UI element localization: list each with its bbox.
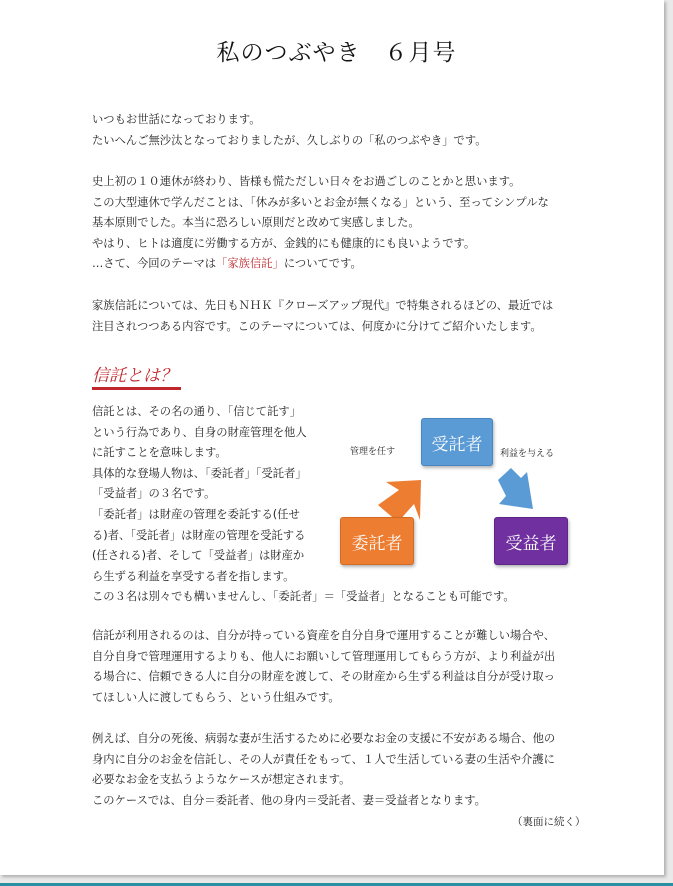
definition-line: 「受益者」の３名です。 <box>92 487 216 501</box>
greeting-line: いつもお世話になっております。 <box>92 113 261 126</box>
intro-line: この大型連休で学んだことは、「休みが多いとお金が無くなる」という、至ってシンプルな <box>92 195 549 209</box>
definition-line: に託すことを意味します。 <box>92 446 227 460</box>
usage-paragraph <box>92 626 588 708</box>
section-heading: 信託とは？ <box>92 365 181 390</box>
definition-line: (任される)者、そして「受益者」は財産か <box>92 549 305 563</box>
intro-theme-prefix: …さて、今回のテーマは <box>92 257 217 271</box>
background-line: 家族信託については、先日もＮＨＫ『クローズアップ現代』で特集されるほどの、最近では <box>92 299 554 312</box>
intro-line: やはり、ヒトは適度に労働する方が、金銭的にも健康的にも良いようです。 <box>92 236 476 250</box>
example-line: 身内に自分のお金を信託し、その人が責任をもって、１人で生活している妻の生活や介護に <box>92 752 555 766</box>
definition-line: ら生ずる利益を享受する者を指します。 <box>92 569 295 583</box>
label-benefit: 利益を与える <box>500 449 555 459</box>
background-line: 注目されつつある内容です。このテーマについては、何度かに分けてご紹介いたします。 <box>92 319 542 333</box>
intro-line <box>92 254 588 275</box>
definition-line: 信託とは、その名の通り、「信じて託す」 <box>92 405 301 418</box>
beneficiary-box: 受益者 <box>494 517 568 565</box>
definition-line: 具体的な登場人物は、「委託者」「受託者」 <box>92 466 307 480</box>
intro-theme-suffix: についてです。 <box>283 257 362 271</box>
intro-line: 史上初の１０連休が終わり、皆様も慌ただしい日々をお過ごしのことかと思います。 <box>92 175 521 188</box>
greeting-paragraph <box>92 110 588 151</box>
example-line: 例えば、自分の死後、病弱な妻が生活するために必要なお金の支援に不安がある場合、他の <box>92 732 556 745</box>
usage-line: 自分自身で管理運用するよりも、他人にお願いして管理運用してもらう方が、より利益が出 <box>92 649 556 663</box>
page-title: 私のつぶやき ６月号 <box>216 40 457 66</box>
definition-line: る)者、「受託者」は財産の管理を受託する <box>92 528 306 542</box>
theme-highlight: 「家族信託」 <box>216 257 284 271</box>
background-paragraph <box>92 296 588 337</box>
definition-line: 「委託者」は財産の管理を委託する(任せ <box>92 507 300 521</box>
greeting-line: たいへんご無沙汰となっておりましたが、久しぶりの「私のつぶやき」です。 <box>92 133 487 147</box>
settlor-box: 委託者 <box>340 517 414 565</box>
usage-line: てほしい人に渡してもらう、という仕組みです。 <box>92 690 340 704</box>
example-line: 必要なお金を支払うようなケースが想定されます。 <box>92 773 351 787</box>
label-manage: 管理を任す <box>350 447 396 457</box>
definition-line: という行為であり、自身の財産管理を他人 <box>92 425 307 439</box>
definition-line: この３名は別々でも構いませんし、「委託者」＝「受益者」となることも可能です。 <box>92 590 515 604</box>
intro-line: 基本原則でした。本当に恐ろしい原則だと改めて実感しました。 <box>92 216 420 230</box>
continued-note: （裏面に続く） <box>512 816 586 828</box>
usage-line: る場合に、信頼できる人に自分の財産を渡して、その財産から生ずる利益は自分が受け取っ <box>92 670 555 684</box>
example-paragraph <box>92 729 588 811</box>
usage-line: 信託が利用されるのは、自分が持っている資産を自分自身で運用することが難しい場合や、 <box>92 629 555 642</box>
intro-paragraph <box>92 172 588 275</box>
example-line: このケースでは、自分＝委託者、他の身内＝受託者、妻＝受益者となります。 <box>92 793 486 807</box>
trustee-box: 受託者 <box>421 418 493 466</box>
